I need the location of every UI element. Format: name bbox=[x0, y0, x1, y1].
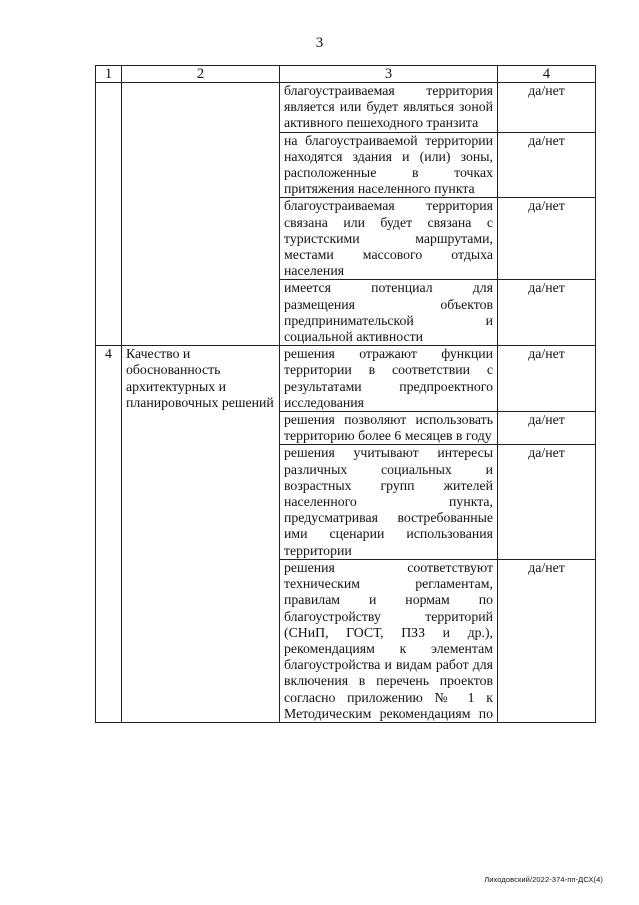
indicator-cell: имеется потенциал для размещения объектов предпринимательской и социальной активности bbox=[280, 280, 498, 346]
document-code: Лиходовский/2022-374-пп-ДСХ(4) bbox=[484, 875, 603, 884]
indicator-cell: решения позволяют использовать территорию более 6 месяцев в году bbox=[280, 412, 498, 445]
table-header-row bbox=[96, 66, 596, 83]
column-header-2: 2 bbox=[122, 66, 280, 83]
value-cell: да/нет bbox=[498, 445, 596, 559]
indicator-cell: решения соответствуют техническим регламентам, правилам и нормам по благоустройству территорий (СНиП, ГОСТ, ПЗЗ и др.), рекомендациям к элементам благоустройства и видам работ для включения в перечень проектов согласно приложению № 1 к Методическим рекомендациям по bbox=[280, 559, 498, 722]
criterion-name-cell bbox=[122, 83, 280, 346]
indicator-cell: благоустраиваемая территория связана или будет связана с туристскими маршрутами, местами массового отдыха населения bbox=[280, 198, 498, 280]
criteria-table bbox=[95, 65, 596, 723]
value-cell: да/нет bbox=[498, 132, 596, 198]
value-cell: да/нет bbox=[498, 412, 596, 445]
indicator-cell: решения учитывают интересы различных социальных и возрастных групп жителей населенного пункта, предусматривая востребованные ими сценарии использования территории bbox=[280, 445, 498, 559]
indicator-cell: решения отражают функции территории в соответствии с результатами предпроектного исследования bbox=[280, 346, 498, 412]
table-row bbox=[96, 83, 596, 133]
column-header-3: 3 bbox=[280, 66, 498, 83]
column-header-1: 1 bbox=[96, 66, 122, 83]
value-cell: да/нет bbox=[498, 280, 596, 346]
column-header-4: 4 bbox=[498, 66, 596, 83]
value-cell: да/нет bbox=[498, 198, 596, 280]
value-cell: да/нет bbox=[498, 83, 596, 133]
page-number: 3 bbox=[315, 35, 324, 51]
criterion-number-cell bbox=[96, 83, 122, 346]
value-cell: да/нет bbox=[498, 346, 596, 412]
indicator-cell: на благоустраиваемой территории находятся здания и (или) зоны, расположенные в точках притяжения населенного пункта bbox=[280, 132, 498, 198]
value-cell: да/нет bbox=[498, 559, 596, 722]
table-row bbox=[96, 346, 596, 412]
indicator-cell: благоустраиваемая территория является или будет являться зоной активного пешеходного транзита bbox=[280, 83, 498, 133]
criterion-name-cell: Качество и обоснованность архитектурных и планировочных решений bbox=[122, 346, 280, 723]
criterion-number-cell: 4 bbox=[96, 346, 122, 723]
